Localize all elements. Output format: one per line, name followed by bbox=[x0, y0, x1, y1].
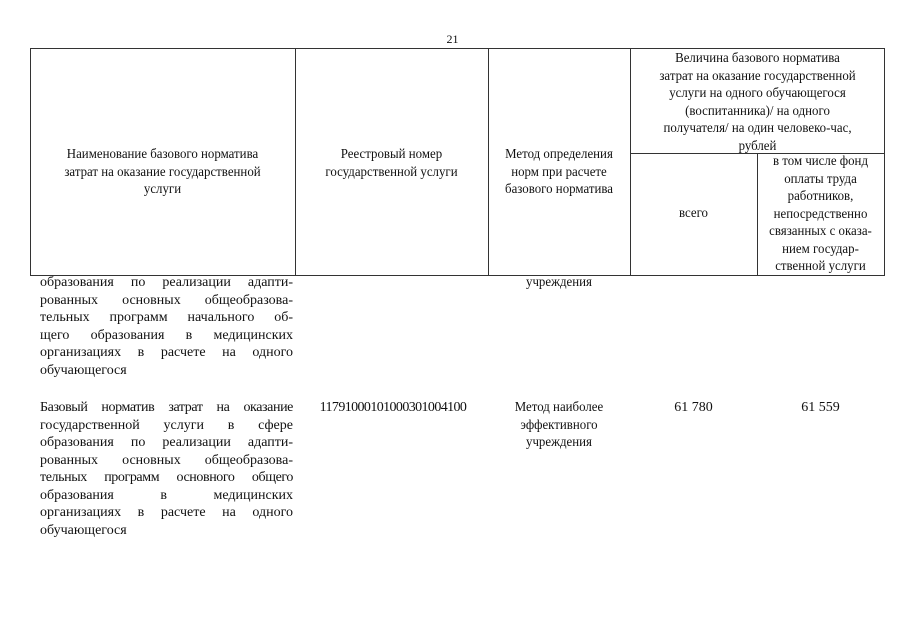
header-name: Наименование базового норматива затрат на оказание государственной услуги bbox=[64, 147, 261, 197]
row-registry: 11791000101000301004100 bbox=[319, 400, 467, 415]
header-registry: Реестровый номер государственной услуги bbox=[325, 147, 458, 180]
header-method: Метод определения норм при расчете базового норматива bbox=[505, 147, 613, 197]
col-divider bbox=[630, 48, 631, 276]
table-border-top bbox=[30, 48, 885, 49]
row-method: учреждения bbox=[526, 275, 592, 290]
col-divider bbox=[757, 153, 758, 276]
col-divider bbox=[884, 48, 885, 276]
header-total: всего bbox=[678, 206, 709, 221]
row-method: Метод наиболее эффективного учреждения bbox=[514, 400, 604, 450]
row-wage: 61 559 bbox=[801, 400, 840, 415]
page-number: 21 bbox=[446, 32, 459, 46]
row-name: Базовый норматив затрат на оказание государственной услуги в сфере образования по реализации адапти- рованных основных общеобразова- тельных программ основного общего образования в медицинских организациях в расчете на одного обучающегося bbox=[40, 400, 293, 538]
header-value-group: Величина базового норматива затрат на оказание государственной услуги на одного обучающегося (воспитанника)/ на одного получателя/ на один человеко-час, рублей bbox=[659, 51, 856, 154]
row-total: 61 780 bbox=[674, 400, 713, 415]
row-name: образования по реализации адапти- рованных основных общеобразова- тельных программ начального об- щего образования в медицинских организациях в расчете на одного обучающегося bbox=[40, 275, 293, 378]
col-divider bbox=[295, 48, 296, 276]
col-divider bbox=[30, 48, 31, 276]
header-wage: в том числе фонд оплаты труда работников, непосредственно связанных с оказа- нием государ- ственной услуги bbox=[769, 154, 872, 274]
col-divider bbox=[488, 48, 489, 276]
